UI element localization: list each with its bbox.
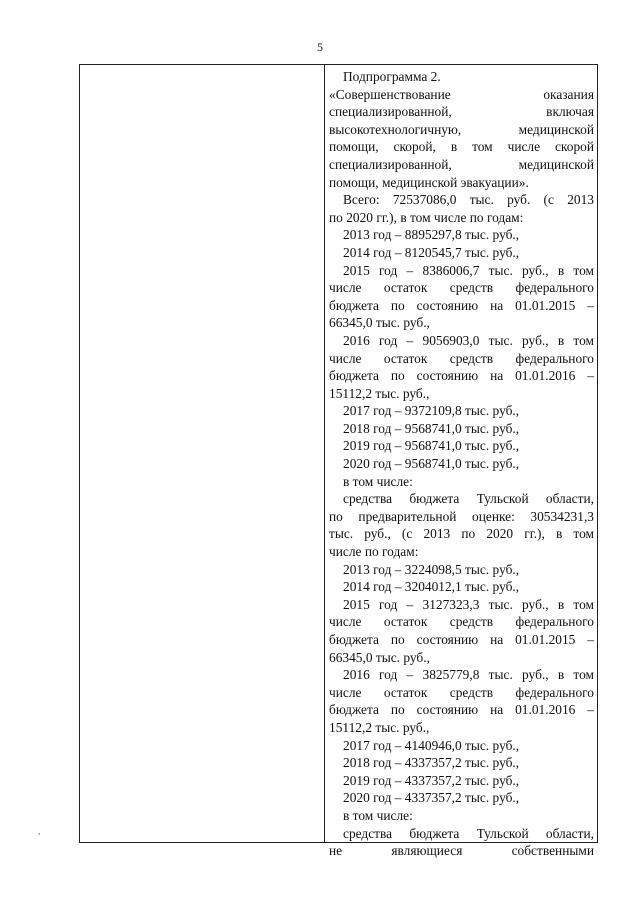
text-line: 2018 год – 9568741,0 тыс. руб., [343,420,520,436]
page-number: 5 [317,40,323,54]
text-line: 2018 год – 4337357,2 тыс. руб., [343,755,520,771]
column-divider [324,65,325,842]
text-line: 2014 год – 3204012,1 тыс. руб., [343,579,520,595]
text-line: тыс. руб., (с 2013 по 2020 гг.), в том [329,526,594,542]
program-table [79,64,598,859]
text-line: числе по годам: [329,544,419,560]
text-line: бюджета по состоянию на 01.01.2015 – [329,297,594,313]
text-line: 2019 год – 9568741,0 тыс. руб., [343,438,520,454]
text-line: 66345,0 тыс. руб., [329,649,430,665]
text-line: 15112,2 тыс. руб., [329,719,430,735]
text-line: по 2020 гг.), в том числе по годам: [329,209,524,225]
text-line: бюджета по состоянию на 01.01.2016 – [329,702,594,718]
text-line: Подпрограмма 2. [343,69,441,84]
table-cell-right [329,68,594,860]
text-line: в том числе: [343,807,413,823]
text-line: 2019 год – 4337357,2 тыс. руб., [343,772,520,788]
text-line: «Совершенствование оказания [329,86,594,102]
margin-mark: , [38,826,41,836]
text-line: числе остаток средств федерального [329,350,594,366]
text-line: 2017 год – 4140946,0 тыс. руб., [343,737,520,753]
text-line: бюджета по состоянию на 01.01.2015 – [329,632,594,647]
text-line: Всего: 72537086,0 тыс. руб. (с 2013 [343,192,594,208]
text-line: числе остаток средств федерального [329,684,594,700]
text-line: не являющиеся собственными [329,843,594,859]
text-line: 2013 год – 8895297,8 тыс. руб., [343,227,520,243]
text-line: по предварительной оценке: 30534231,3 [329,508,594,524]
text-line: 2020 год – 9568741,0 тыс. руб., [343,456,520,472]
text-line: средства бюджета Тульской области, [343,825,594,841]
text-line: средства бюджета Тульской области, [343,491,594,507]
text-line: бюджета по состоянию на 01.01.2016 – [329,368,594,384]
text-line: 2017 год – 9372109,8 тыс. руб., [343,403,520,419]
text-line: 2020 год – 4337357,2 тыс. руб., [343,790,520,806]
text-line: 2015 год – 8386006,7 тыс. руб., в том [343,262,594,278]
text-line: 2013 год – 3224098,5 тыс. руб., [343,561,520,577]
text-line: специализированной, включая [329,104,594,120]
text-line: числе остаток средств федерального [329,614,594,630]
text-line: числе остаток средств федерального [329,280,594,296]
text-line: 2014 год – 8120545,7 тыс. руб., [343,244,520,260]
text-line: специализированной, медицинской [329,156,594,172]
text-line: 15112,2 тыс. руб., [329,385,430,401]
text-line: в том числе: [343,473,413,489]
text-line: 66345,0 тыс. руб., [329,315,430,331]
text-line: 2015 год – 3127323,3 тыс. руб., в том [343,596,594,612]
text-line: высокотехнологичную, медицинской [329,121,594,137]
text-line: 2016 год – 3825779,8 тыс. руб., в том [343,667,594,683]
text-line: 2016 год – 9056903,0 тыс. руб., в том [343,332,594,348]
text-line: помощи, скорой, в том числе скорой [329,139,594,155]
text-line: помощи, медицинской эвакуации». [329,174,529,190]
